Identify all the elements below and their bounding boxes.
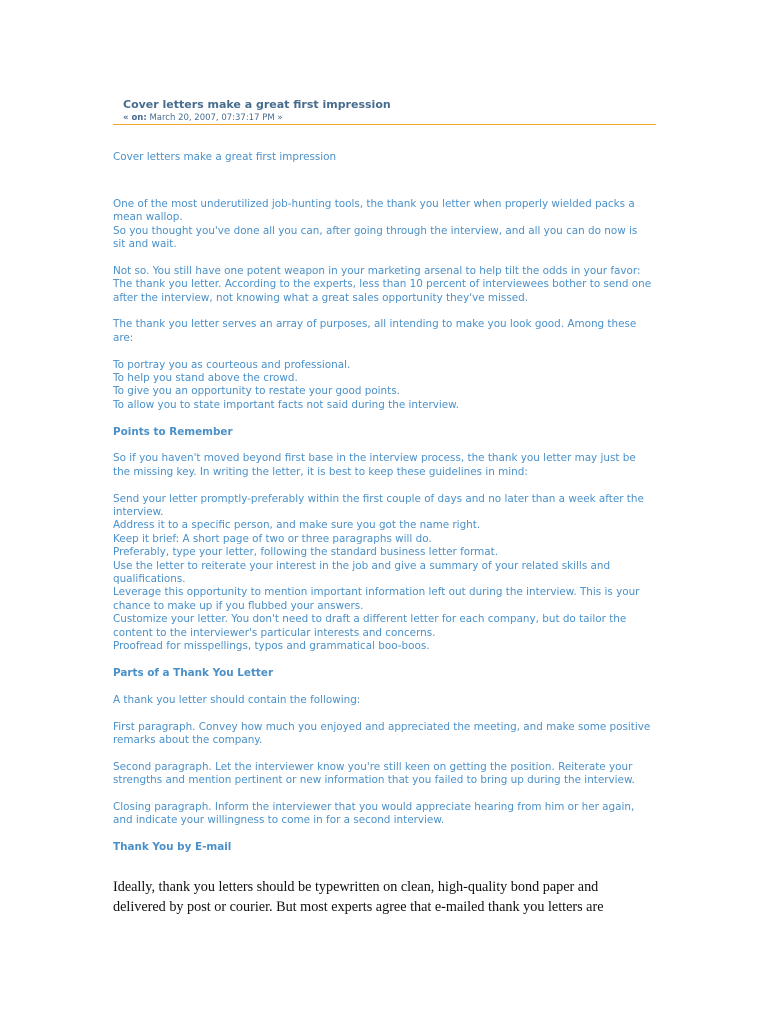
points-intro: So if you haven't moved beyond first base in the interview process, the thank you letter may just be the missing key. In writing the letter, it is best to keep these guidelines in mind:	[113, 452, 636, 478]
section-heading-email: Thank You by E-mail	[113, 841, 232, 854]
email-section-text	[113, 878, 653, 917]
guideline-item: Customize your letter. You don't need to draft a different letter for each company, but do tailor the content to the interviewer's particular interests and concerns.	[113, 613, 627, 639]
post-header	[123, 98, 655, 124]
intro-paragraph-1: One of the most underutilized job-hunting tools, the thank you letter when properly wielded packs a mean wallop.	[113, 197, 635, 224]
section-heading-points: Points to Remember	[113, 425, 233, 438]
post-meta-prefix: « on:	[123, 113, 147, 123]
parts-closing-paragraph: Closing paragraph. Inform the interviewer that you would appreciate hearing from him or her again, and indicate your willingness to come in for a second interview.	[113, 800, 635, 827]
intro-paragraph-2: So you thought you've done all you can, after going through the interview, and all you can do now is sit and wait.	[113, 224, 638, 251]
post-title[interactable]: Cover letters make a great first impression	[123, 98, 391, 111]
header-divider	[113, 124, 656, 125]
purpose-item: To give you an opportunity to restate your good points.	[113, 385, 400, 398]
guideline-item: Preferably, type your letter, following the standard business letter format.	[113, 546, 499, 559]
guideline-item: Proofread for misspellings, typos and grammatical boo-boos.	[113, 640, 430, 653]
guideline-item: Keep it brief: A short page of two or three paragraphs will do.	[113, 532, 432, 545]
guideline-item: Use the letter to reiterate your interest in the job and give a summary of your related skills and qualifications.	[113, 559, 611, 586]
purpose-item: To allow you to state important facts not said during the interview.	[113, 398, 460, 411]
post-date: March 20, 2007, 07:37:17 PM »	[146, 113, 283, 123]
email-paragraph: Ideally, thank you letters should be typewritten on clean, high-quality bond paper and delivered by post or courier. But most experts agree that e-mailed thank you letters are	[113, 879, 604, 915]
article-body	[113, 151, 653, 855]
section-heading-parts: Parts of a Thank You Letter	[113, 666, 274, 679]
intro-paragraph-3: Not so. You still have one potent weapon in your marketing arsenal to help tilt the odds in your favor: The thank you letter. According to the experts, less than 10 percent of interviewees bother to send one after the interview, not knowing what a great sales opportunity they've missed.	[113, 264, 652, 304]
guideline-item: Send your letter promptly-preferably within the first couple of days and no later than a week after the interview.	[113, 492, 644, 519]
purpose-item: To portray you as courteous and professional.	[113, 358, 351, 371]
parts-second-paragraph: Second paragraph. Let the interviewer know you're still keen on getting the position. Reiterate your strengths and mention pertinent or new information that you failed to bring up during the interview.	[113, 760, 635, 787]
parts-intro: A thank you letter should contain the following:	[113, 693, 361, 706]
guideline-item: Address it to a specific person, and make sure you got the name right.	[113, 519, 481, 532]
intro-heading-line: Cover letters make a great first impression	[113, 151, 337, 163]
guideline-item: Leverage this opportunity to mention important information left out during the interview. This is your chance to make up if you flubbed your answers.	[113, 586, 640, 612]
post-meta	[123, 113, 655, 124]
purpose-item: To help you stand above the crowd.	[113, 372, 298, 385]
intro-paragraph-4: The thank you letter serves an array of purposes, all intending to make you look good. Among these are:	[113, 318, 637, 344]
parts-first-paragraph: First paragraph. Convey how much you enjoyed and appreciated the meeting, and make some positive remarks about the company.	[113, 720, 651, 746]
